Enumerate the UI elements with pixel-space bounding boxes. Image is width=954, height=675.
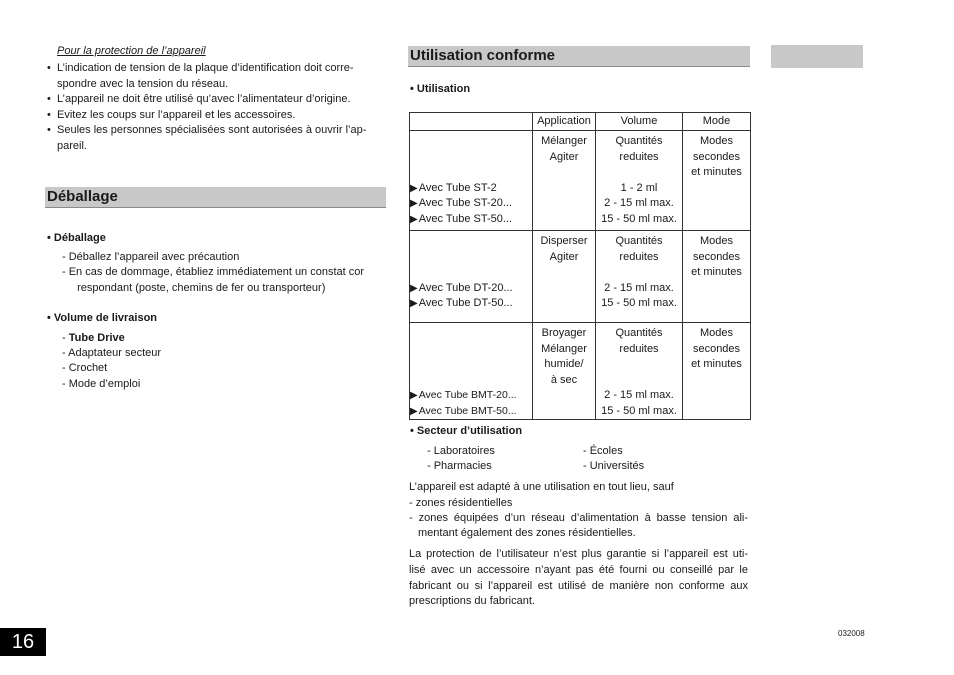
usage-table-group bbox=[410, 323, 751, 420]
secteur-item: - Universités bbox=[583, 460, 645, 472]
tube-cell bbox=[410, 131, 533, 231]
volume-value: 2 - 15 ml max. bbox=[604, 389, 674, 401]
livraison-item: - Crochet bbox=[62, 362, 108, 374]
protection-bullet-text: Evitez les coups sur l’appareil et les accessoires. bbox=[57, 109, 296, 121]
application-cell bbox=[533, 323, 596, 420]
adapte-line: mentant également des zones résidentielles. bbox=[418, 527, 636, 539]
usage-table-header-blank bbox=[410, 113, 533, 131]
usage-table-header-row bbox=[410, 113, 751, 131]
play-arrow-icon: ▶ bbox=[410, 405, 418, 417]
protection-bullet-text: Seules les personnes spécialisées sont autorisées à ouvrir l’ap- bbox=[57, 124, 367, 136]
usage-table-group bbox=[410, 131, 751, 231]
mode-line: Modes bbox=[699, 235, 734, 247]
protection-bullet-text: spondre avec la tension du réseau. bbox=[57, 78, 229, 90]
tube-drive-label: Tube Drive bbox=[68, 332, 125, 344]
deballage-line: - Déballez l’appareil avec précaution bbox=[62, 251, 240, 263]
page-number: 16 bbox=[0, 628, 46, 656]
protection-para-line: lisé avec un accessoire n’ayant pas été fourni ou conseillé par le bbox=[409, 564, 748, 576]
bullet-dot: • bbox=[47, 93, 51, 105]
mode-line: Modes bbox=[699, 327, 734, 339]
application-line: Agiter bbox=[549, 150, 579, 163]
tube-row bbox=[410, 196, 532, 212]
play-arrow-icon: ▶ bbox=[410, 213, 418, 225]
volume-value: 15 - 50 ml max. bbox=[601, 212, 677, 225]
mode-line: secondes bbox=[692, 150, 741, 163]
tube-name: Avec Tube DT-20... bbox=[418, 281, 513, 294]
deballage-line: - En cas de dommage, établiez immédiatement un constat cor bbox=[62, 266, 365, 278]
document-code: 032008 bbox=[838, 629, 865, 638]
tube-list bbox=[410, 323, 532, 419]
application-cell bbox=[533, 231, 596, 323]
utilisation-subheading: • Utilisation bbox=[410, 83, 471, 95]
protection-para-line: fabricant ou si l’appareil est utilisé de manière non conforme aux bbox=[409, 580, 748, 592]
tube-cell bbox=[410, 231, 533, 323]
secteur-item: - Pharmacies bbox=[427, 460, 492, 472]
application-line: Broyager bbox=[541, 327, 587, 339]
header-application: Application bbox=[533, 113, 596, 131]
tube-name: Avec Tube ST-50... bbox=[418, 212, 513, 225]
play-arrow-icon: ▶ bbox=[410, 182, 418, 194]
application-line: Agiter bbox=[549, 250, 579, 263]
volume-values bbox=[596, 265, 682, 312]
livraison-item: - Adaptateur secteur bbox=[62, 347, 162, 359]
deballage-line: respondant (poste, chemins de fer ou transporteur) bbox=[71, 282, 326, 294]
mode-cell bbox=[683, 131, 751, 231]
tube-cell bbox=[410, 323, 533, 420]
deballage-subheading: • Déballage bbox=[47, 232, 106, 244]
mode-cell bbox=[683, 231, 751, 323]
volume-value: 2 - 15 ml max. bbox=[604, 281, 674, 294]
application-line: Mélanger bbox=[541, 342, 587, 355]
volume-head-line: reduites bbox=[619, 342, 659, 355]
livraison-item: - Mode d’emploi bbox=[62, 378, 141, 390]
application-line: Disperser bbox=[540, 235, 588, 247]
tube-row bbox=[410, 388, 532, 404]
volume-cell bbox=[596, 231, 683, 323]
mode-line: et minutes bbox=[691, 358, 742, 370]
deballage-heading: Déballage bbox=[45, 187, 386, 208]
application-line: humide/ bbox=[544, 358, 584, 370]
play-arrow-icon: ▶ bbox=[410, 198, 418, 209]
volume-values bbox=[596, 165, 682, 227]
play-arrow-icon: ▶ bbox=[410, 298, 418, 309]
mode-cell bbox=[683, 323, 751, 420]
header-mode: Mode bbox=[683, 113, 751, 131]
tube-name: Avec Tube DT-50... bbox=[418, 297, 513, 309]
mode-line: secondes bbox=[692, 250, 741, 263]
livraison-item-tube-drive: - Tube Drive bbox=[62, 332, 125, 344]
volume-head-line: Quantités bbox=[615, 235, 663, 247]
volume-head-line: Quantités bbox=[615, 327, 663, 339]
secteur-item: - Laboratoires bbox=[427, 445, 495, 457]
tube-row bbox=[410, 181, 532, 197]
bullet-dot: • bbox=[47, 124, 51, 136]
volume-cell bbox=[596, 323, 683, 420]
volume-head-line: reduites bbox=[619, 150, 659, 163]
volume-head-line: reduites bbox=[619, 250, 659, 263]
application-line: à sec bbox=[550, 373, 578, 386]
application-cell bbox=[533, 131, 596, 231]
mode-line: et minutes bbox=[691, 166, 742, 178]
secteur-item: - Écoles bbox=[583, 445, 623, 457]
application-line: Mélanger bbox=[541, 135, 587, 147]
tube-name: Avec Tube ST-20... bbox=[418, 197, 513, 209]
adapte-line: L’appareil est adapté à une utilisation en tout lieu, sauf bbox=[409, 481, 674, 493]
header-volume: Volume bbox=[596, 113, 683, 131]
utilisation-heading: Utilisation conforme bbox=[408, 46, 750, 67]
volume-value: 15 - 50 ml max. bbox=[601, 297, 677, 309]
tube-row bbox=[410, 404, 532, 420]
protection-bullet-text: L’appareil ne doit être utilisé qu’avec l’alimentateur d’origine. bbox=[57, 93, 351, 105]
protection-title: Pour la protection de l’appareil bbox=[57, 45, 206, 57]
secteur-subheading: • Secteur d’utilisation bbox=[410, 425, 523, 437]
protection-para-line: La protection de l’utilisateur n’est plus garantie si l’appareil est uti- bbox=[409, 548, 748, 560]
tube-name: Avec Tube BMT-20... bbox=[418, 389, 517, 401]
protection-para-line: prescriptions du fabricant. bbox=[409, 595, 535, 607]
volume-head-line: Quantités bbox=[615, 135, 663, 147]
tube-name: Avec Tube BMT-50... bbox=[418, 404, 517, 417]
volume-value: 2 - 15 ml max. bbox=[604, 197, 674, 209]
usage-table bbox=[409, 112, 751, 420]
tube-list bbox=[410, 131, 532, 227]
mode-line: et minutes bbox=[691, 266, 742, 278]
volume-value: 15 - 50 ml max. bbox=[601, 404, 677, 417]
play-arrow-icon: ▶ bbox=[410, 390, 418, 401]
tube-row bbox=[410, 296, 532, 312]
protection-bullet-text: L’indication de tension de la plaque d’identification doit corre- bbox=[57, 62, 354, 74]
tube-name: Avec Tube ST-2 bbox=[418, 181, 497, 194]
tube-row bbox=[410, 212, 532, 228]
livraison-subheading: • Volume de livraison bbox=[47, 312, 158, 324]
volume-values bbox=[596, 357, 682, 419]
bullet-dot: • bbox=[47, 109, 51, 121]
tube-row bbox=[410, 281, 532, 297]
side-tab-band bbox=[771, 45, 863, 68]
protection-bullet-text: pareil. bbox=[57, 140, 87, 152]
usage-table-group bbox=[410, 231, 751, 323]
usage-table-body bbox=[410, 131, 751, 420]
adapte-line: - zones équipées d’un réseau d’alimentation à basse tension ali- bbox=[409, 512, 748, 524]
volume-cell bbox=[596, 131, 683, 231]
play-arrow-icon: ▶ bbox=[410, 282, 418, 294]
mode-line: secondes bbox=[692, 342, 741, 355]
tube-list bbox=[410, 231, 532, 312]
volume-value: 1 - 2 ml bbox=[620, 181, 658, 194]
bullet-dot: • bbox=[47, 62, 51, 74]
mode-line: Modes bbox=[699, 135, 734, 147]
adapte-line: - zones résidentielles bbox=[409, 497, 513, 509]
